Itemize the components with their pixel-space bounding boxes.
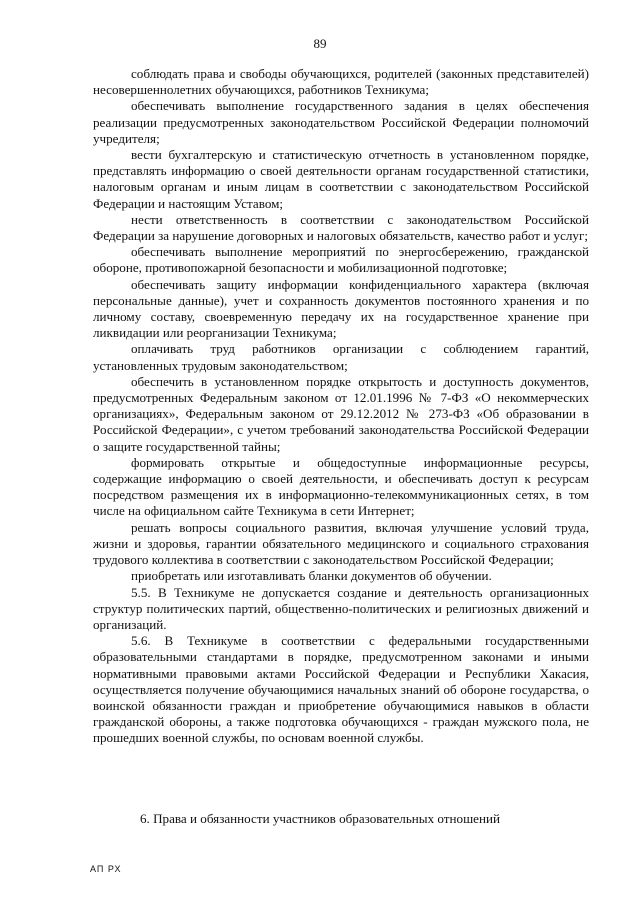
- paragraph: вести бухгалтерскую и статистическую отчетность в установленном порядке, представлять информацию о своей деятельности органам государственной статистики, налоговым органам и иным лицам в соответствии с законодательством Российской Федерации и настоящим Уставом;: [93, 147, 589, 211]
- paragraph: нести ответственность в соответствии с законодательством Российской Федерации за нарушение договорных и налоговых обязательств, качество работ и услуг;: [93, 211, 589, 244]
- paragraph: обеспечивать выполнение мероприятий по энергосбережению, гражданской обороне, противопожарной безопасности и мобилизационной подготовке;: [93, 244, 589, 276]
- paragraph: 5.5. В Техникуме не допускается создание и деятельность организационных структур политических партий, общественно-политических и религиозных движений и организаций.: [93, 584, 589, 632]
- paragraph: формировать открытые и общедоступные информационные ресурсы, содержащие информацию о своей деятельности, и обеспечивать доступ к ресурсам посредством размещения их в информационно-телекоммуникационных сетях, в том числе на официальном сайте Техникума в сети Интернет;: [93, 454, 589, 519]
- paragraph: обеспечивать защиту информации конфиденциального характера (включая персональные данные), учет и сохранность документов постоянного хранения и по личному составу, своевременную передачу их на государственное хранение при ликвидации или реорганизации Техникума;: [93, 276, 589, 341]
- paragraph: обеспечивать выполнение государственного задания в целях обеспечения реализации предусмотренных законодательством Российской Федерации полномочий учредителя;: [93, 98, 589, 146]
- section-heading: 6. Права и обязанности участников образовательных отношений: [140, 811, 500, 826]
- paragraph: соблюдать права и свободы обучающихся, родителей (законных представителей) несовершеннолетних обучающихся, работников Техникума;: [93, 66, 589, 98]
- paragraph: 5.6. В Техникуме в соответствии с федеральными государственными образовательными стандартами в порядке, предусмотренном законами и иными нормативными правовыми актами Российской Федерации и Республики Хакасия, осуществляется получение обучающимися начальных знаний об обороне государства, о воинской обязанности граждан и приобретение обучающимися навыков в области гражданской обороны, а также подготовка обучающихся - граждан мужского пола, не прошедших военной службы, по основам военной службы.: [93, 633, 589, 746]
- paragraph: приобретать или изготавливать бланки документов об обучении.: [131, 568, 492, 584]
- footer-stamp: АП РХ: [90, 864, 122, 874]
- paragraph: оплачивать труд работников организации с соблюдением гарантий, установленных трудовым законодательством;: [93, 341, 589, 373]
- paragraph: решать вопросы социального развития, включая улучшение условий труда, жизни и здоровья, гарантии обязательного медицинского и социального страхования трудового коллектива в соответствии с законодательством Российской Федерации;: [93, 519, 589, 568]
- page-number: 89: [313, 36, 327, 51]
- paragraph: обеспечить в установленном порядке открытость и доступность документов, предусмотренных Федеральным законом от 12.01.1996 № 7-ФЗ «О некоммерческих организациях», Федеральным законом от 29.12.2012 № 273-ФЗ «Об образовании в Российской Федерации», с учетом требований законодательства Российской Федерации о защите государственной тайны;: [93, 373, 589, 454]
- document-body: [93, 66, 589, 747]
